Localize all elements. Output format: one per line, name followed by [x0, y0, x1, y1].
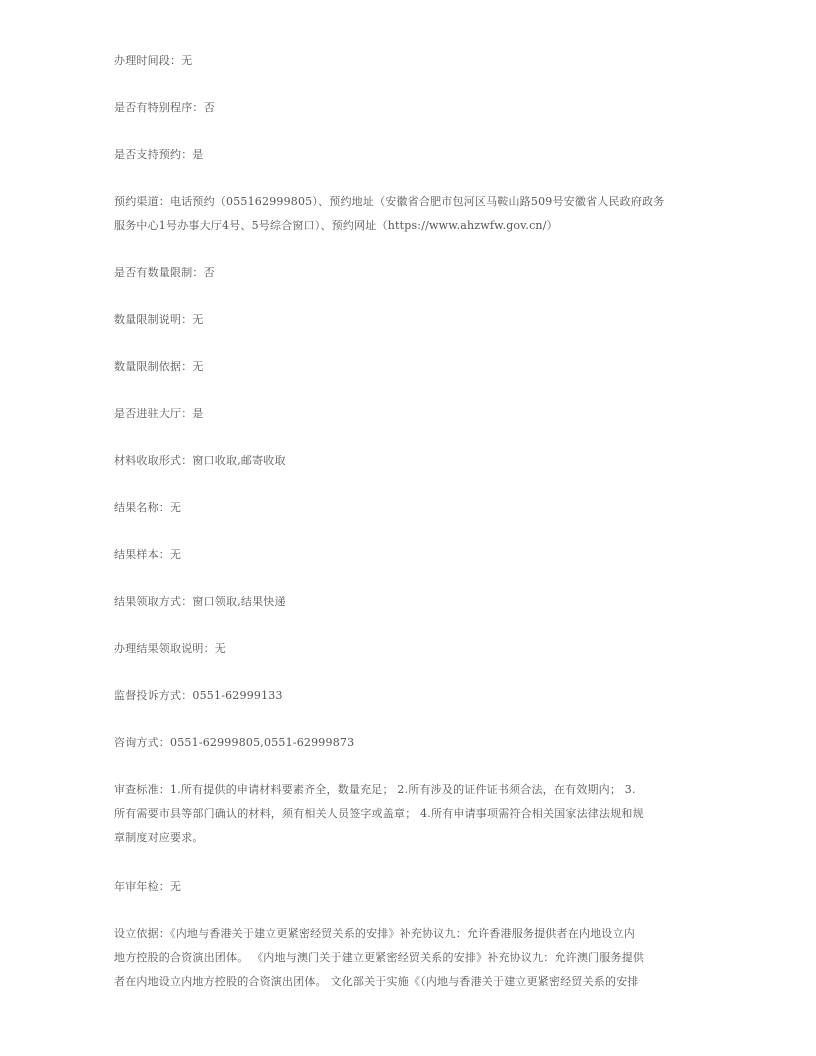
- legal-basis-line-1: 设立依据：《内地与香港关于建立更紧密经贸关系的安排》补充协议九：允许香港服务提供者在内地设立内: [114, 927, 635, 940]
- field-material-collection: 材料收取形式：窗口收取,邮寄收取: [114, 454, 286, 467]
- field-complaint: 监督投诉方式：0551-62999133: [114, 689, 283, 702]
- field-quantity-limit-basis: 数量限制依据：无: [114, 360, 204, 373]
- appointment-channel-line-1: 预约渠道：电话预约（055162999805）、预约地址（安徽省合肥市包河区马鞍山路509号安徽省人民政府政务: [114, 195, 665, 208]
- field-appointment-channel: [114, 190, 694, 238]
- review-standard-line-2: 所有需要市县等部门确认的材料，须有相关人员签字或盖章； 4.所有申请事项需符合相关国家法律法规和规: [114, 807, 644, 820]
- field-annual-review: 年审年检：无: [114, 880, 182, 893]
- field-result-sample: 结果样本：无: [114, 548, 182, 561]
- field-result-name: 结果名称：无: [114, 501, 182, 514]
- field-review-standard: [114, 778, 694, 850]
- field-quantity-limit-desc: 数量限制说明：无: [114, 313, 204, 326]
- appointment-channel-line-2: 服务中心1号办事大厅4号、5号综合窗口）、预约网址（https://www.ahzwfw.gov.cn/）: [114, 219, 558, 232]
- field-special-procedure: 是否有特别程序：否: [114, 101, 215, 114]
- review-standard-line-1: 审查标准：1.所有提供的申请材料要素齐全，数量充足； 2.所有涉及的证件证书须合法，在有效期内； 3.: [114, 783, 636, 796]
- field-hours: 办理时间段：无: [114, 54, 193, 67]
- field-legal-basis: [114, 922, 694, 994]
- field-quantity-limit: 是否有数量限制：否: [114, 266, 215, 279]
- review-standard-line-3: 章制度对应要求。: [114, 831, 204, 844]
- field-in-hall: 是否进驻大厅：是: [114, 407, 204, 420]
- field-appointment-support: 是否支持预约：是: [114, 148, 204, 161]
- legal-basis-line-3: 者在内地设立内地方控股的合资演出团体。 文化部关于实施《（内地与香港关于建立更紧密经贸关系的安排: [114, 975, 639, 988]
- field-consult: 咨询方式：0551-62999805,0551-62999873: [114, 736, 355, 749]
- field-result-pickup-desc: 办理结果领取说明：无: [114, 642, 226, 655]
- field-result-pickup: 结果领取方式：窗口领取,结果快递: [114, 595, 286, 608]
- legal-basis-line-2: 地方控股的合资演出团体。 《内地与澳门关于建立更紧密经贸关系的安排》补充协议九：允许澳门服务提供: [114, 951, 645, 964]
